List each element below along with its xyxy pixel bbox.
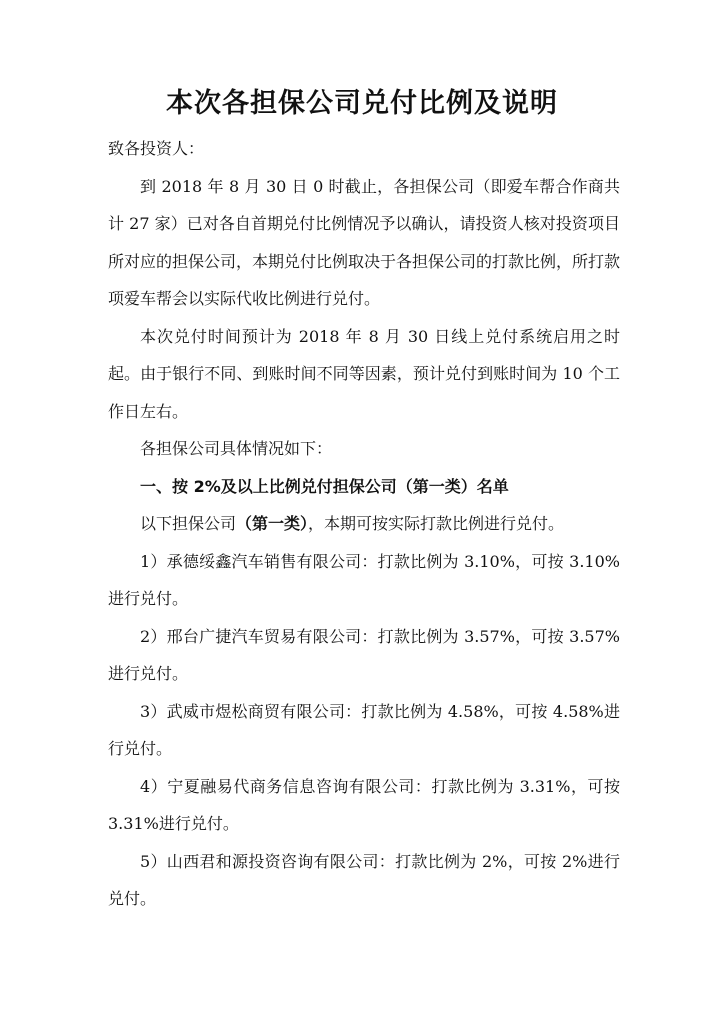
paragraph-cutoff-date: 到 2018 年 8 月 30 日 0 时截止，各担保公司（即爱车帮合作商共计 27 家）已对各自首期兑付比例情况予以确认，请投资人核对投资项目所对应的担保公司，本期兑付比例取决于各担保公司的打款比例，所打款项爱车帮会以实际代收比例进行兑付。 [108, 176, 621, 308]
section-intro [108, 505, 620, 543]
document-body [108, 130, 620, 918]
list-item: 4）宁夏融易代商务信息咨询有限公司：打款比例为 3.31%，可按 3.31%进行兑付。 [108, 776, 620, 833]
section-intro-prefix: 以下担保公司 [140, 514, 237, 533]
list-item: 5）山西君和源投资咨询有限公司：打款比例为 2%，可按 2%进行兑付。 [108, 851, 620, 908]
document-title: 本次各担保公司兑付比例及说明 [166, 88, 558, 119]
list-item: 3）武威市煜松商贸有限公司：打款比例为 4.58%，可按 4.58%进行兑付。 [108, 701, 620, 758]
list-item: 2）邢台广捷汽车贸易有限公司：打款比例为 3.57%，可按 3.57%进行兑付。 [108, 626, 620, 683]
section-heading: 一、按 2%及以上比例兑付担保公司（第一类）名单 [140, 476, 509, 496]
salutation: 致各投资人： [108, 139, 205, 158]
paragraph-details-intro: 各担保公司具体情况如下： [140, 439, 333, 458]
list-item: 1）承德绥鑫汽车销售有限公司：打款比例为 3.10%，可按 3.10%进行兑付。 [108, 551, 620, 608]
section-intro-category: （第一类） [236, 514, 309, 533]
section-intro-suffix: ，本期可按实际打款比例进行兑付。 [308, 514, 565, 533]
paragraph-payment-time: 本次兑付时间预计为 2018 年 8 月 30 日线上兑付系统启用之时起。由于银行不同、到账时间不同等因素，预计兑付到账时间为 10 个工作日左右。 [108, 326, 620, 421]
